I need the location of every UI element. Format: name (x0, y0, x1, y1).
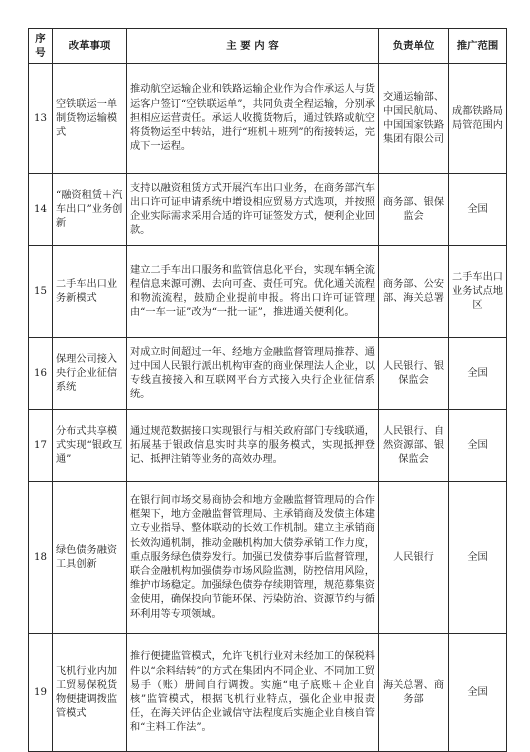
row-scope: 成都铁路局局管范围内 (449, 64, 507, 174)
row-unit: 商务部、公安部、海关总署 (379, 246, 449, 338)
row-scope: 全国 (449, 410, 507, 482)
row-number: 13 (29, 64, 53, 174)
reform-measures-table (28, 28, 507, 752)
table-row (29, 338, 507, 410)
row-item: 飞机行业内加工贸易保税货物便捷调拨监管模式 (53, 634, 127, 752)
row-unit: 交通运输部、中国民航局、中国国家铁路集团有限公司 (379, 64, 449, 174)
table-row (29, 174, 507, 246)
row-unit: 人民银行、自然资源部、银保监会 (379, 410, 449, 482)
row-number: 18 (29, 482, 53, 634)
row-content: 支持以融资租赁方式开展汽车出口业务，在商务部汽车出口许可证申请系统中增设相应贸易方式选项，并按照企业实际需求采用合适的许可证签发方式，便利企业回款。 (127, 174, 379, 246)
row-item: 绿色债务融资工具创新 (53, 482, 127, 634)
row-item: 分布式共享模式实现“银政互通” (53, 410, 127, 482)
row-item: “融资租赁＋汽车出口”业务创新 (53, 174, 127, 246)
row-unit: 人民银行 (379, 482, 449, 634)
row-scope: 全国 (449, 482, 507, 634)
row-content: 在银行间市场交易商协会和地方金融监督管理局的合作框架下，地方金融监督管理局、主承销商及发债主体建立专业指导、整体联动的长效工作机制。建立主承销商长效沟通机制，推动金融机构加大债券承销工作力度，重点服务绿色债券发行。加强已发债券事后监督管理，联合金融机构加强债券市场风险监测，防控信用风险，维护市场稳定。加强绿色债券存续期管理，规范募集资金使用，确保投向节能环保、污染防治、资源节约与循环利用等专项领域。 (127, 482, 379, 634)
row-scope: 全国 (449, 338, 507, 410)
row-unit: 商务部、银保监会 (379, 174, 449, 246)
table-row (29, 482, 507, 634)
table-row (29, 246, 507, 338)
header-scope: 推广范围 (449, 29, 507, 64)
row-number: 15 (29, 246, 53, 338)
row-item: 空铁联运一单制货物运输模式 (53, 64, 127, 174)
table-row (29, 410, 507, 482)
row-content: 推行便捷监管模式，允许飞机行业对未经加工的保税料件以“余料结转”的方式在集团内不同企业、不同加工贸易手（账）册间自行调拨。实施“电子底账＋企业自核”监管模式，根据飞机行业特点，强化企业申报责任，在海关评估企业诚信守法程度后实施企业自核自管和“主料工作法”。 (127, 634, 379, 752)
row-number: 14 (29, 174, 53, 246)
row-number: 17 (29, 410, 53, 482)
row-scope: 二手车出口业务试点地区 (449, 246, 507, 338)
header-unit: 负责单位 (379, 29, 449, 64)
row-content: 推动航空运输企业和铁路运输企业作为合作承运人与货运客户签订“空铁联运单”，共同负责全程运输，分别承担相应运营责任。承运人收揽货物后，通过铁路或航空将货物运至中转站，进行“班机＋班列”的衔接转运，完成下一运程。 (127, 64, 379, 174)
table-row (29, 64, 507, 174)
row-item: 二手车出口业务新模式 (53, 246, 127, 338)
row-scope: 全国 (449, 174, 507, 246)
table-header-row (29, 29, 507, 64)
header-content: 主 要 内 容 (127, 29, 379, 64)
row-unit: 人民银行、银保监会 (379, 338, 449, 410)
header-no: 序号 (29, 29, 53, 64)
table-row (29, 634, 507, 752)
row-scope: 全国 (449, 634, 507, 752)
row-number: 16 (29, 338, 53, 410)
row-content: 通过规范数据接口实现银行与相关政府部门专线联通，拓展基于银政信息实时共享的服务模式，实现抵押登记、抵押注销等业务的高效办理。 (127, 410, 379, 482)
row-content: 建立二手车出口服务和监管信息化平台，实现车辆全流程信息来源可溯、去向可查、责任可究。优化通关流程和物流流程，鼓励企业提前申报。将出口许可证管理由“一车一证”改为“一批一证”，推进通关便利化。 (127, 246, 379, 338)
row-item: 保理公司接入央行企业征信系统 (53, 338, 127, 410)
row-number: 19 (29, 634, 53, 752)
row-content: 对成立时间超过一年、经地方金融监督管理局推荐、通过中国人民银行派出机构审查的商业保理法人企业，以专线直接接入和互联网平台方式接入央行企业征信系统。 (127, 338, 379, 410)
header-item: 改革事项 (53, 29, 127, 64)
row-unit: 海关总署、商务部 (379, 634, 449, 752)
